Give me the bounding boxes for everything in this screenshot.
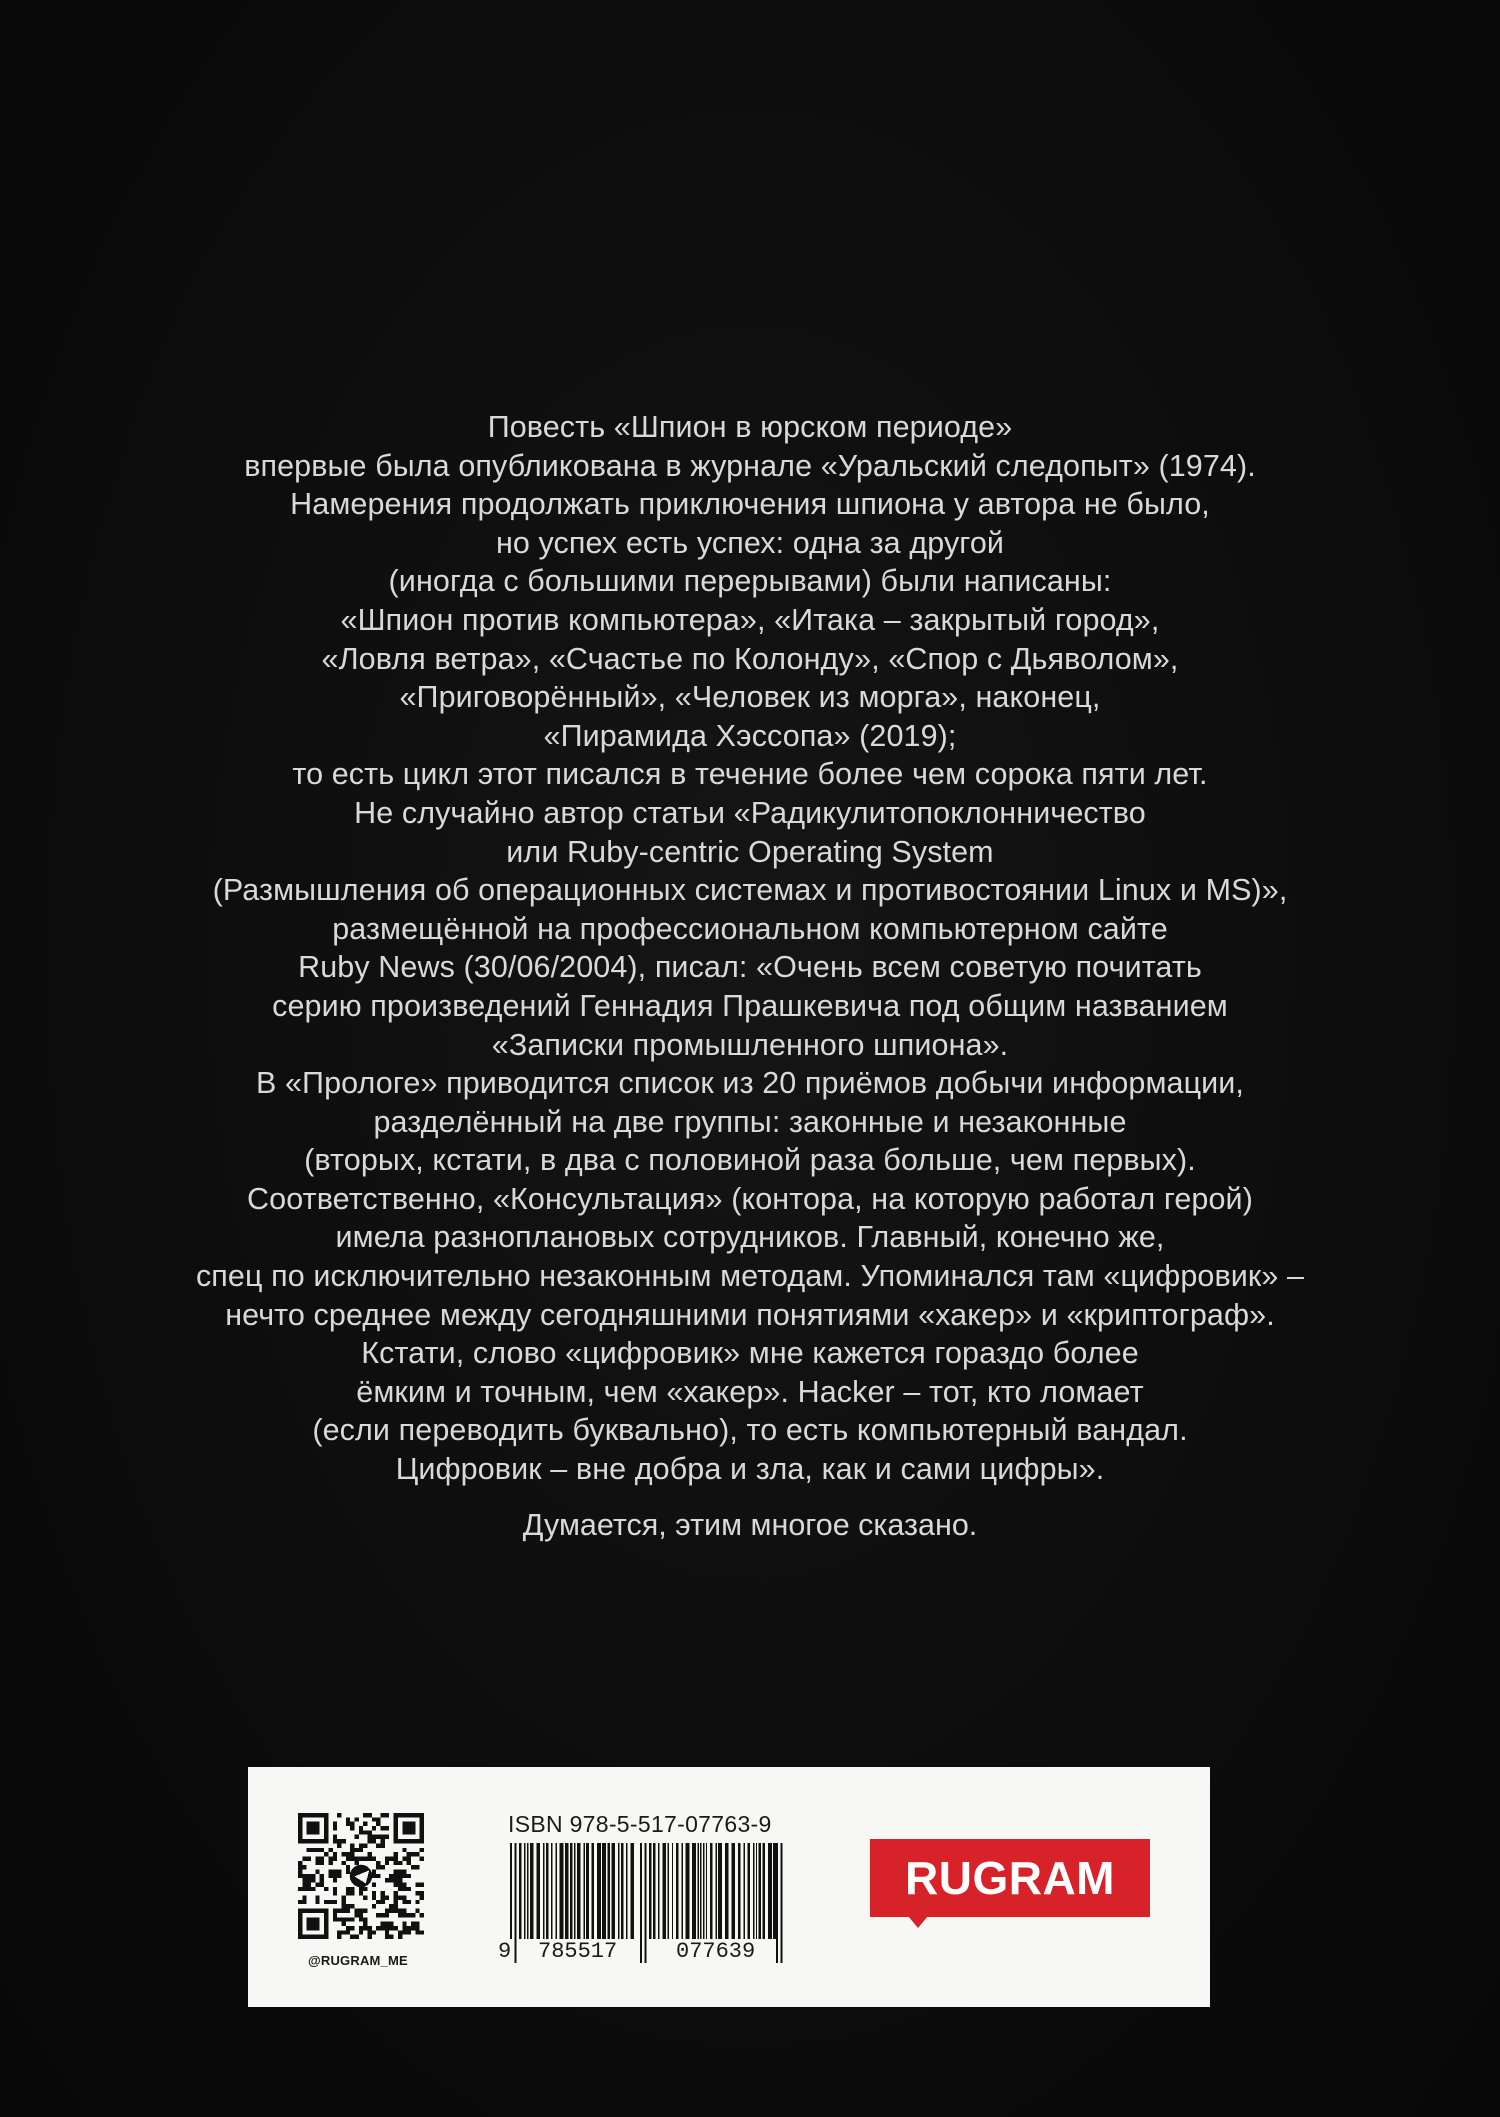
blurb-line: (вторых, кстати, в два с половиной раза больше, чем первых).	[304, 1143, 1196, 1178]
blurb-line: (если переводить буквально), то есть компьютерный вандал.	[312, 1413, 1188, 1448]
closing-line: Думается, этим многое сказано.	[522, 1508, 978, 1542]
barcode-sticker	[248, 1767, 1210, 2007]
blurb-line: спец по исключительно незаконным методам. Упоминался там «цифровик» –	[195, 1259, 1305, 1294]
blurb-line: Соответственно, «Консультация» (контора, на которую работал герой)	[247, 1181, 1253, 1216]
barcode-right-group: 077639	[676, 1939, 756, 1964]
blurb-line: «Записки промышленного шпиона».	[491, 1027, 1009, 1062]
blurb-line: серию произведений Геннадия Прашкевича под общим названием	[272, 988, 1228, 1023]
blurb-line: (иногда с большими перерывами) были написаны:	[388, 564, 1112, 599]
blurb-line: «Шпион против компьютера», «Итака – закрытый город»,	[340, 602, 1160, 637]
blurb-line: разделённый на две группы: законные и незаконные	[373, 1104, 1127, 1139]
barcode-left-group: 785517	[538, 1939, 618, 1964]
publisher-logo: RUGRAM	[870, 1839, 1150, 1917]
barcode-lead-digit: 9	[498, 1939, 512, 1964]
blurb-line: имела разноплановых сотрудников. Главный, конечно же,	[335, 1220, 1165, 1255]
barcode-digits	[496, 1937, 796, 1969]
blurb-line: Кстати, слово «цифровик» мне кажется гораздо более	[361, 1336, 1139, 1371]
blurb-line: ёмким и точным, чем «хакер». Hacker – тот, кто ломает	[356, 1374, 1144, 1409]
blurb-line: но успех есть успех: одна за другой	[495, 525, 1005, 560]
blurb-line: или Ruby-centric Operating System	[506, 834, 994, 869]
blurb-line: (Размышления об операционных системах и противостоянии Linux и MS)»,	[212, 873, 1288, 908]
blurb-line: нечто среднее между сегодняшними понятиями «хакер» и «криптограф».	[225, 1297, 1275, 1332]
blurb-line: «Пирамида Хэссопа» (2019);	[543, 718, 957, 753]
blurb-line: размещённой на профессиональном компьютерном сайте	[332, 911, 1168, 946]
publisher-logo-tick	[908, 1916, 928, 1928]
blurb-line: Повесть «Шпион в юрском периоде»	[487, 410, 1013, 444]
blurb-line: Не случайно автор статьи «Радикулитопоклонничество	[354, 795, 1146, 830]
blurb-line: Намерения продолжать приключения шпиона у автора не было,	[290, 487, 1210, 522]
blurb-line: Ruby News (30/06/2004), писал: «Очень всем советую почитать	[298, 950, 1202, 985]
blurb-line: то есть цикл этот писался в течение более чем сорока пяти лет.	[292, 757, 1208, 792]
blurb-line: впервые была опубликована в журнале «Уральский следопыт» (1974).	[244, 448, 1256, 483]
blurb-text	[40, 408, 1460, 1489]
qr-handle: @RUGRAM_ME	[308, 1953, 408, 1968]
isbn-label: ISBN 978-5-517-07763-9	[508, 1811, 772, 1837]
blurb-line: Цифровик – вне добра и зла, как и сами цифры».	[395, 1452, 1105, 1487]
qr-code-icon	[298, 1813, 424, 1939]
blurb-line: «Приговорённый», «Человек из морга», наконец,	[399, 680, 1101, 715]
blurb-line: «Ловля ветра», «Счастье по Колонду», «Спор с Дьяволом»,	[321, 641, 1179, 676]
blurb-line: В «Прологе» приводится список из 20 приёмов добычи информации,	[255, 1066, 1245, 1101]
